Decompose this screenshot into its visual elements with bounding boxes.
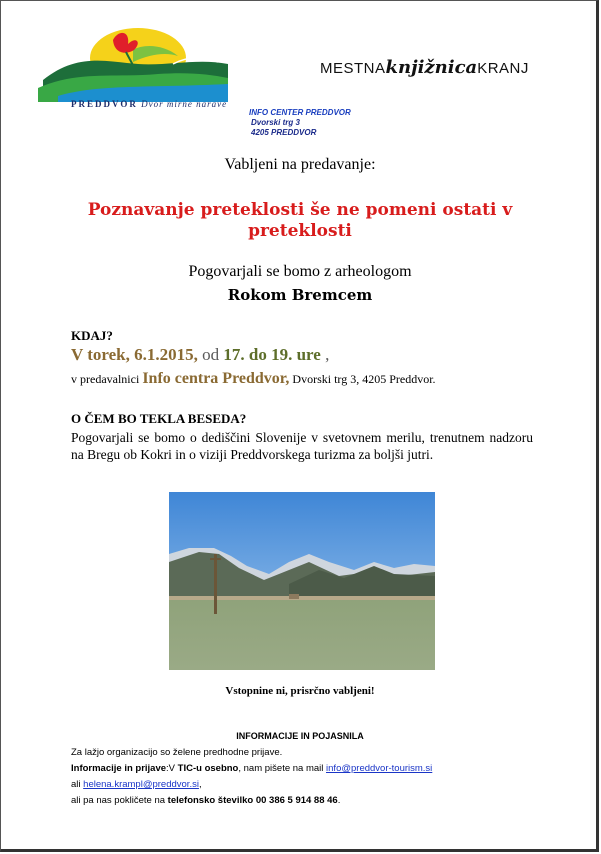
library-logo: MESTNAknjižnicaKRANJ <box>320 57 529 78</box>
info-center-city: 4205 PREDDVOR <box>251 128 317 137</box>
footer-line-3: ali helena.krampl@preddvor.si, <box>71 779 202 790</box>
info-center-name: INFO CENTER PREDDVOR <box>249 108 351 117</box>
footer-line-4: ali pa nas pokličete na telefonsko številko 00 386 5 914 88 46. <box>71 795 341 806</box>
email-link-helena[interactable]: helena.krampl@preddvor.si <box>83 779 199 790</box>
event-time: 17. do 19. ure <box>223 345 321 364</box>
event-place: v predavalnici Info centra Preddvor, Dvorski trg 3, 4205 Preddvor. <box>71 370 436 387</box>
email-link-info[interactable]: info@preddvor-tourism.si <box>326 763 433 774</box>
talk-intro: Pogovarjali se bomo z arheologom <box>188 263 412 280</box>
logo-slogan: PREDDVOR Dvor mirne narave <box>71 99 228 109</box>
footer-line-1: Za lažjo organizacijo so želene predhodne prijave. <box>71 747 283 758</box>
invite-line: Vabljeni na predavanje: <box>224 156 376 173</box>
footer-line-2: Informacije in prijave:V TIC-u osebno, nam pišete na mail info@preddvor-tourism.si <box>71 763 433 774</box>
footer-heading: INFORMACIJE IN POJASNILA <box>236 731 364 741</box>
landscape-photo <box>169 492 435 670</box>
lecture-title: Poznavanje preteklosti še ne pomeni ostati v preteklosti <box>87 200 513 241</box>
about-text: Pogovarjali se bomo o dediščini Slovenije v svetovnem merilu, trenutnem nadzoru na Bregu ob Kokri in o viziji Preddvorskega turizma za boljši jutri. <box>71 430 533 462</box>
speaker-name: Rokom Bremcem <box>227 286 373 304</box>
about-heading: O ČEM BO TEKLA BESEDA? <box>71 411 247 426</box>
entry-note: Vstopnine ni, prisrčno vabljeni! <box>225 685 375 697</box>
info-center-street: Dvorski trg 3 <box>251 118 300 127</box>
event-datetime: V torek, 6.1.2015, od 17. do 19. ure , <box>71 345 330 364</box>
footer-info <box>71 745 551 809</box>
event-date: V torek, 6.1.2015, <box>71 345 198 364</box>
when-heading: KDAJ? <box>71 328 113 343</box>
info-center-address <box>249 108 351 138</box>
venue-name: Info centra Preddvor, <box>142 370 290 387</box>
